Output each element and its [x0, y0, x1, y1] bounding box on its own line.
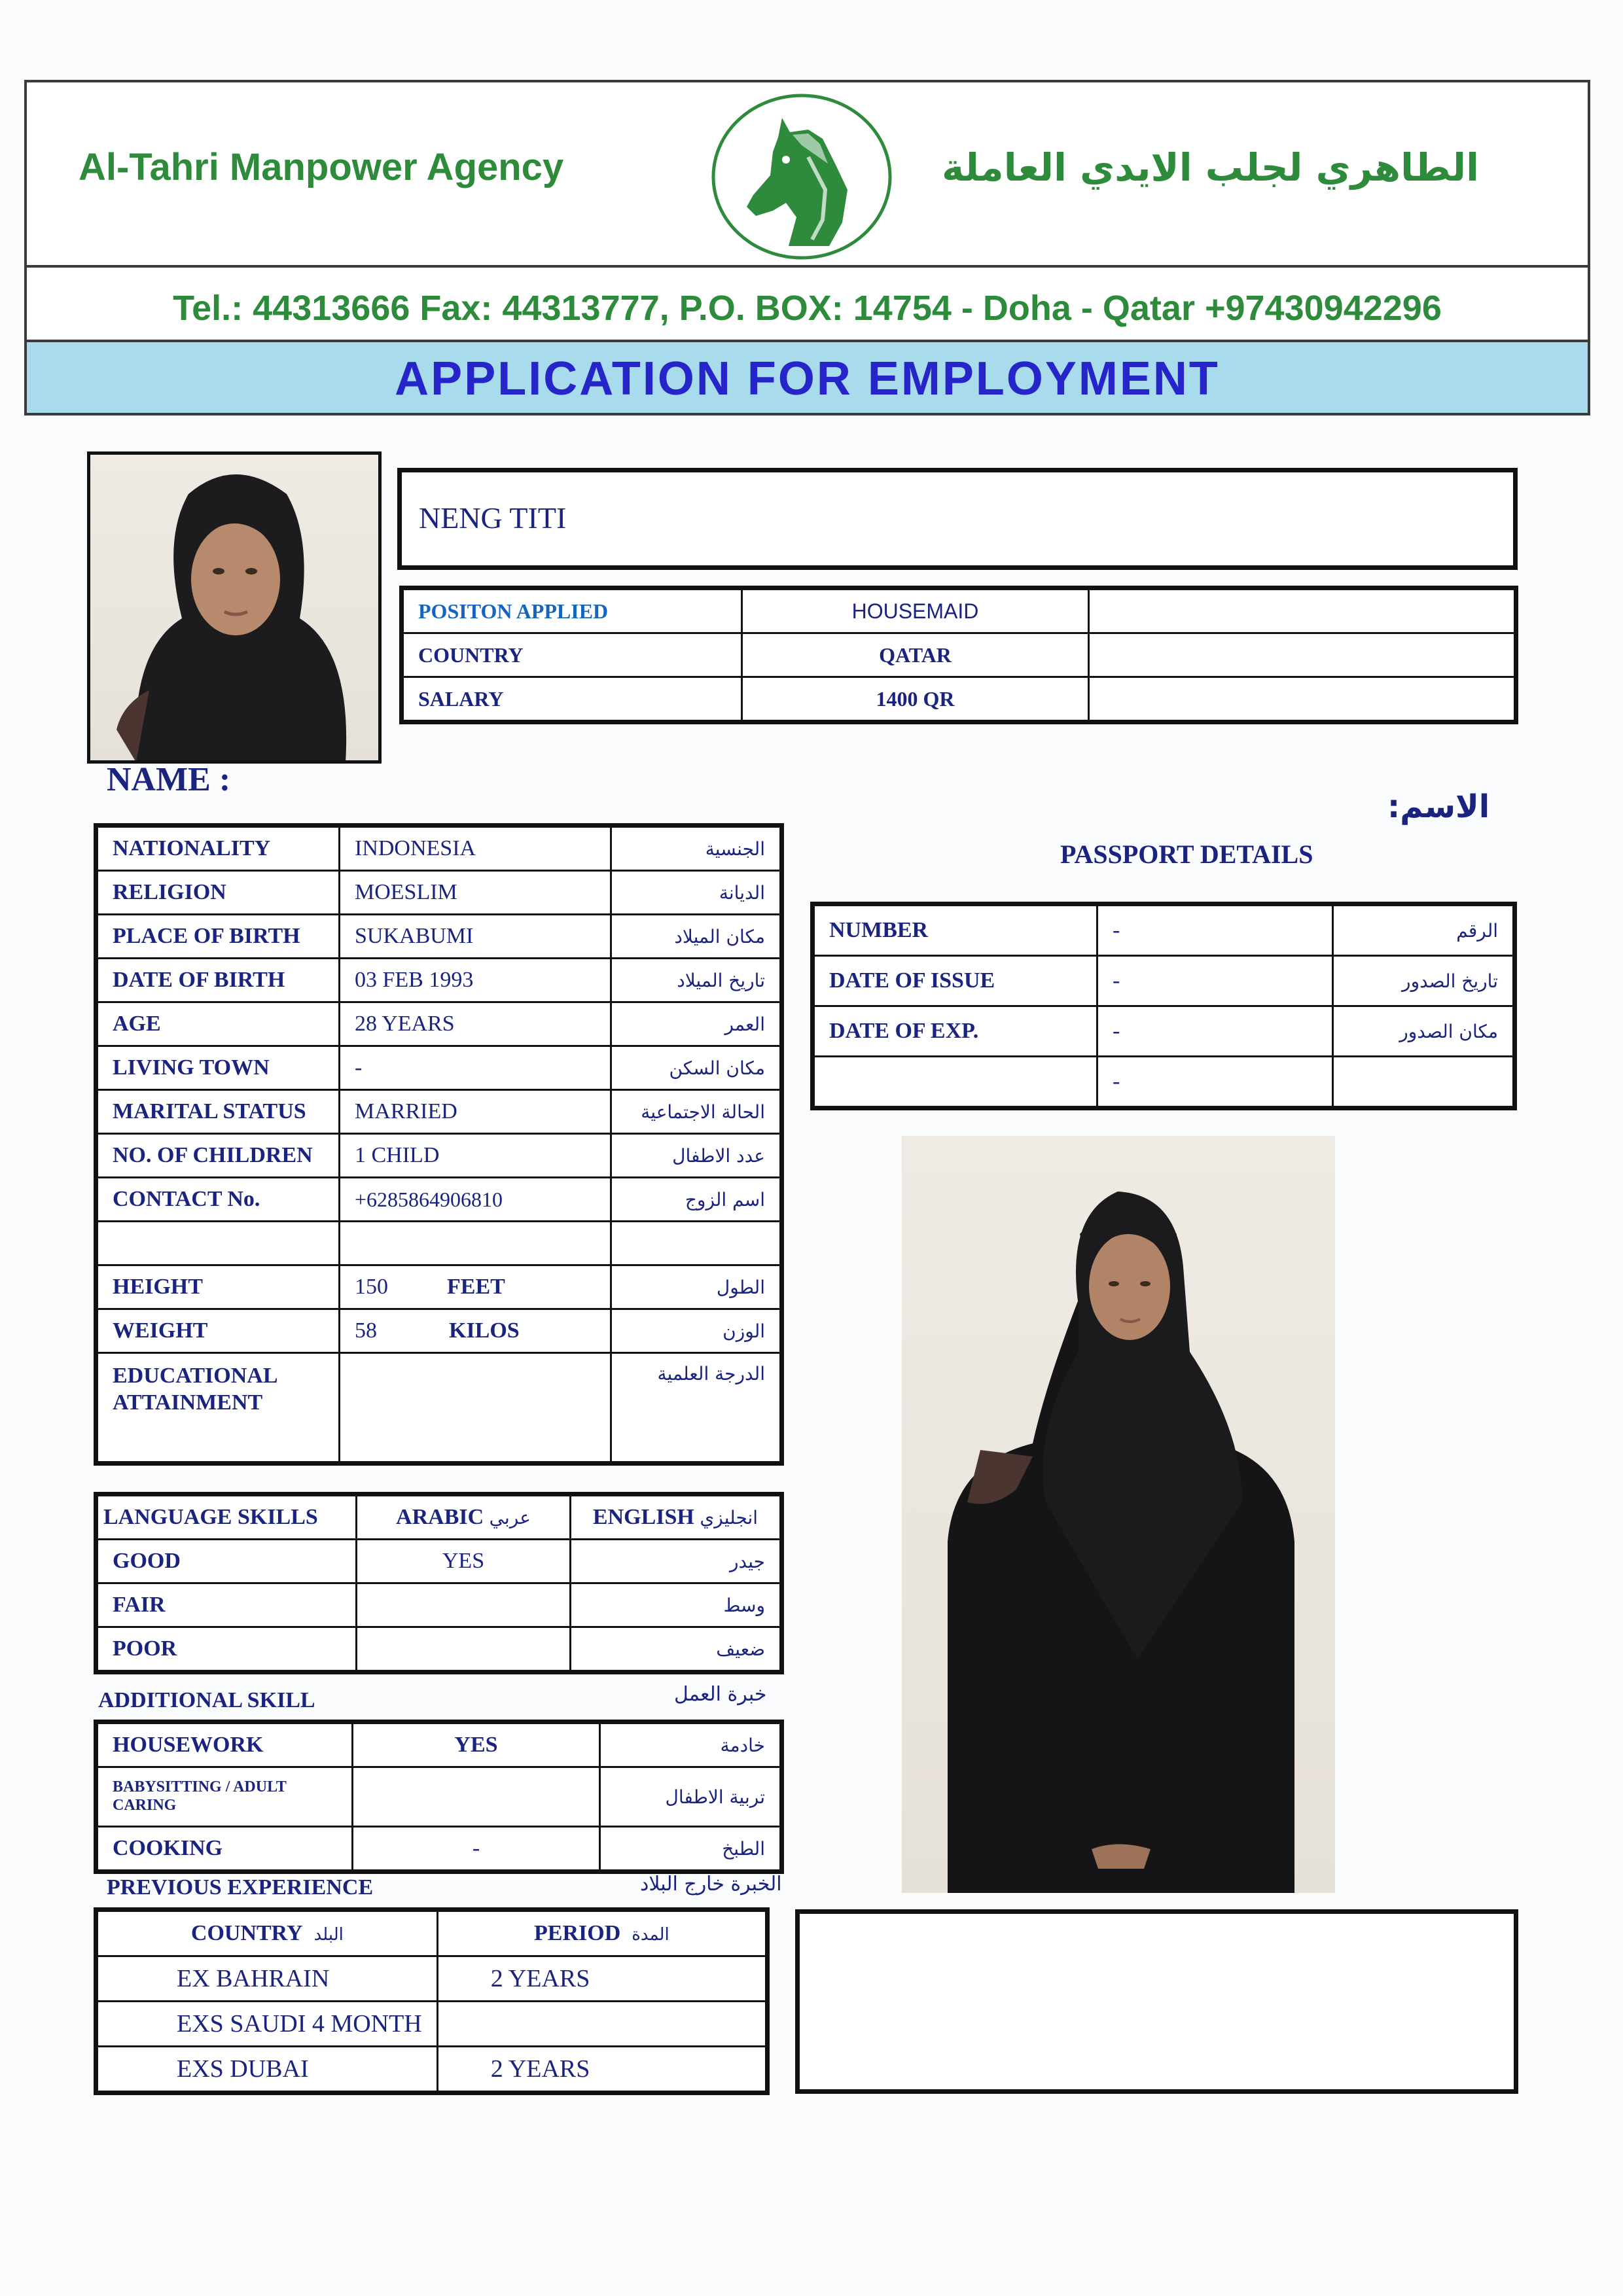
table-row [96, 2002, 768, 2047]
country-label: COUNTRY [402, 633, 742, 677]
arabic-header [357, 1494, 571, 1540]
field-label-ar: مكان الميلاد [611, 915, 782, 959]
position-label: POSITON APPLIED [402, 588, 742, 633]
experience-period: 2 YEARS [437, 1956, 767, 2002]
field-label: CONTACT No. [96, 1178, 340, 1222]
arabic-level-value: YES [357, 1540, 571, 1583]
passport-value: - [1097, 956, 1333, 1006]
country-value: QATAR [742, 633, 1089, 677]
table-row [402, 588, 1516, 633]
skill-label: COOKING [96, 1827, 353, 1872]
table-header-row [96, 1494, 782, 1540]
table-row [96, 1767, 782, 1827]
period-header-en: PERIOD [534, 1921, 621, 1945]
language-header-label: LANGUAGE SKILLS [96, 1494, 357, 1540]
level-label-ar: ضعيف [571, 1627, 782, 1672]
experience-period: 2 YEARS [437, 2047, 767, 2093]
country-header-ar: البلد [313, 1925, 344, 1945]
experience-table [94, 1907, 770, 2095]
agency-name-ar: الطاهري لجلب الايدي العاملة [941, 145, 1479, 190]
table-row [813, 1057, 1515, 1108]
table-row-empty [96, 1222, 782, 1265]
weight-value: 58 [355, 1318, 377, 1343]
country-header-en: COUNTRY [190, 1921, 303, 1945]
table-row [96, 1090, 782, 1134]
skill-value [353, 1767, 600, 1827]
weight-value-cell [340, 1309, 611, 1353]
table-row [96, 1583, 782, 1627]
field-value: - [340, 1046, 611, 1090]
education-label-line1: EDUCATIONAL [113, 1364, 278, 1388]
period-header [437, 1910, 767, 1956]
level-label: FAIR [96, 1583, 357, 1627]
passport-label-ar: تاريخ الصدور [1333, 956, 1515, 1006]
empty-cell [1089, 588, 1516, 633]
name-label: NAME : [107, 761, 231, 798]
empty-cell [1089, 633, 1516, 677]
field-label: DATE OF BIRTH [96, 959, 340, 1002]
table-row [96, 1540, 782, 1583]
table-row [96, 1627, 782, 1672]
field-value: 1 CHILD [340, 1134, 611, 1178]
empty-cell [340, 1222, 611, 1265]
table-row [96, 959, 782, 1002]
salary-label: SALARY [402, 677, 742, 722]
additional-skills-table [94, 1720, 784, 1874]
english-label-ar: انجليزي [700, 1507, 758, 1528]
field-value: 28 YEARS [340, 1002, 611, 1046]
skill-label-ar: تربية الاطفال [600, 1767, 782, 1827]
height-label-ar: الطول [611, 1265, 782, 1309]
arabic-label-ar: عربي [489, 1507, 531, 1528]
notes-box [795, 1909, 1518, 2094]
weight-label-ar: الوزن [611, 1309, 782, 1353]
arabic-level-value [357, 1583, 571, 1627]
previous-experience-title-ar: الخبرة خارج البلاد [640, 1873, 782, 1896]
field-label-ar: مكان السكن [611, 1046, 782, 1090]
experience-country: EXS DUBAI [96, 2047, 438, 2093]
table-header-row [96, 1910, 768, 1956]
skill-label-ar: الطبخ [600, 1827, 782, 1872]
level-label-ar: وسط [571, 1583, 782, 1627]
table-row [96, 1134, 782, 1178]
height-unit: FEET [447, 1275, 505, 1299]
experience-period [437, 2002, 767, 2047]
table-row [813, 904, 1515, 956]
field-label-ar: الديانة [611, 871, 782, 915]
field-value: +6285864906810 [340, 1178, 611, 1222]
table-row [96, 826, 782, 871]
level-label-ar: جيدر [571, 1540, 782, 1583]
field-label: AGE [96, 1002, 340, 1046]
field-label-ar: العمر [611, 1002, 782, 1046]
table-row [96, 915, 782, 959]
field-label-ar: اسم الزوج [611, 1178, 782, 1222]
skill-label: BABYSITTING / ADULT CARING [96, 1767, 353, 1827]
field-label: PLACE OF BIRTH [96, 915, 340, 959]
experience-country: EXS SAUDI 4 MONTH [96, 2002, 438, 2047]
table-row [96, 1353, 782, 1464]
field-value: INDONESIA [340, 826, 611, 871]
empty-cell [611, 1222, 782, 1265]
personal-details-table [94, 823, 784, 1466]
field-label: NATIONALITY [96, 826, 340, 871]
table-row [96, 1309, 782, 1353]
table-row [813, 956, 1515, 1006]
empty-cell [1089, 677, 1516, 722]
english-header [571, 1494, 782, 1540]
table-row [96, 1722, 782, 1767]
page-title: APPLICATION FOR EMPLOYMENT [395, 353, 1220, 405]
field-label: NO. OF CHILDREN [96, 1134, 340, 1178]
passport-label: DATE OF EXP. [813, 1006, 1097, 1057]
table-row [96, 1827, 782, 1872]
period-header-ar: المدة [632, 1925, 669, 1945]
contact-info: Tel.: 44313666 Fax: 44313777, P.O. BOX: 14754 - Doha - Qatar +97430942296 [173, 289, 1442, 328]
passport-table [810, 902, 1517, 1110]
skill-value: YES [353, 1722, 600, 1767]
table-row [813, 1006, 1515, 1057]
field-value: MOESLIM [340, 871, 611, 915]
position-value: HOUSEMAID [742, 588, 1089, 633]
field-label: RELIGION [96, 871, 340, 915]
field-label: LIVING TOWN [96, 1046, 340, 1090]
education-label-line2: ATTAINMENT [113, 1390, 263, 1415]
table-row [402, 677, 1516, 722]
passport-label-ar: مكان الصدور [1333, 1006, 1515, 1057]
field-label-ar: عدد الاطفال [611, 1134, 782, 1178]
table-row [402, 633, 1516, 677]
level-label: POOR [96, 1627, 357, 1672]
field-value: MARRIED [340, 1090, 611, 1134]
passport-label: DATE OF ISSUE [813, 956, 1097, 1006]
passport-value: - [1097, 1006, 1333, 1057]
passport-label-ar [1333, 1057, 1515, 1108]
field-label-ar: الجنسية [611, 826, 782, 871]
additional-skill-title: ADDITIONAL SKILL [98, 1688, 315, 1712]
field-value: SUKABUMI [340, 915, 611, 959]
passport-label-ar: الرقم [1333, 904, 1515, 956]
field-label-ar: الحالة الاجتماعية [611, 1090, 782, 1134]
applicant-full-photo [902, 1136, 1335, 1893]
passport-label [813, 1057, 1097, 1108]
arabic-label-en: ARABIC [396, 1505, 484, 1529]
language-skills-table [94, 1492, 784, 1674]
table-row [96, 1956, 768, 2002]
country-header [96, 1910, 438, 1956]
table-row [96, 1178, 782, 1222]
agency-name-en: Al-Tahri Manpower Agency [79, 146, 564, 188]
education-value [340, 1353, 611, 1464]
passport-value: - [1097, 904, 1333, 956]
passport-value: - [1097, 1057, 1333, 1108]
previous-experience-title: PREVIOUS EXPERIENCE [107, 1875, 374, 1899]
weight-unit: KILOS [449, 1318, 520, 1343]
skill-label: HOUSEWORK [96, 1722, 353, 1767]
education-label [96, 1353, 340, 1464]
field-label: MARITAL STATUS [96, 1090, 340, 1134]
table-row [96, 1002, 782, 1046]
arabic-level-value [357, 1627, 571, 1672]
table-row [96, 871, 782, 915]
table-row [96, 1265, 782, 1309]
height-value: 150 [355, 1275, 388, 1299]
experience-country: EX BAHRAIN [96, 1956, 438, 2002]
empty-cell [96, 1222, 340, 1265]
horse-logo-icon [710, 92, 893, 262]
table-row [96, 1046, 782, 1090]
salary-value: 1400 QR [742, 677, 1089, 722]
position-table [399, 586, 1518, 724]
education-label-ar: الدرجة العلمية [611, 1353, 782, 1464]
additional-skill-title-ar: خبرة العمل [674, 1683, 767, 1706]
field-label-ar: تاريخ الميلاد [611, 959, 782, 1002]
table-row [96, 2047, 768, 2093]
height-value-cell [340, 1265, 611, 1309]
height-label: HEIGHT [96, 1265, 340, 1309]
level-label: GOOD [96, 1540, 357, 1583]
skill-label-ar: خادمة [600, 1722, 782, 1767]
passport-title: PASSPORT DETAILS [1060, 839, 1313, 869]
field-value: 03 FEB 1993 [340, 959, 611, 1002]
passport-label: NUMBER [813, 904, 1097, 956]
name-label-ar: الاسم: [1387, 788, 1490, 825]
applicant-headshot-photo [87, 451, 382, 764]
applicant-name: NENG TITI [419, 501, 567, 535]
skill-value: - [353, 1827, 600, 1872]
english-label-en: ENGLISH [592, 1505, 694, 1529]
weight-label: WEIGHT [96, 1309, 340, 1353]
